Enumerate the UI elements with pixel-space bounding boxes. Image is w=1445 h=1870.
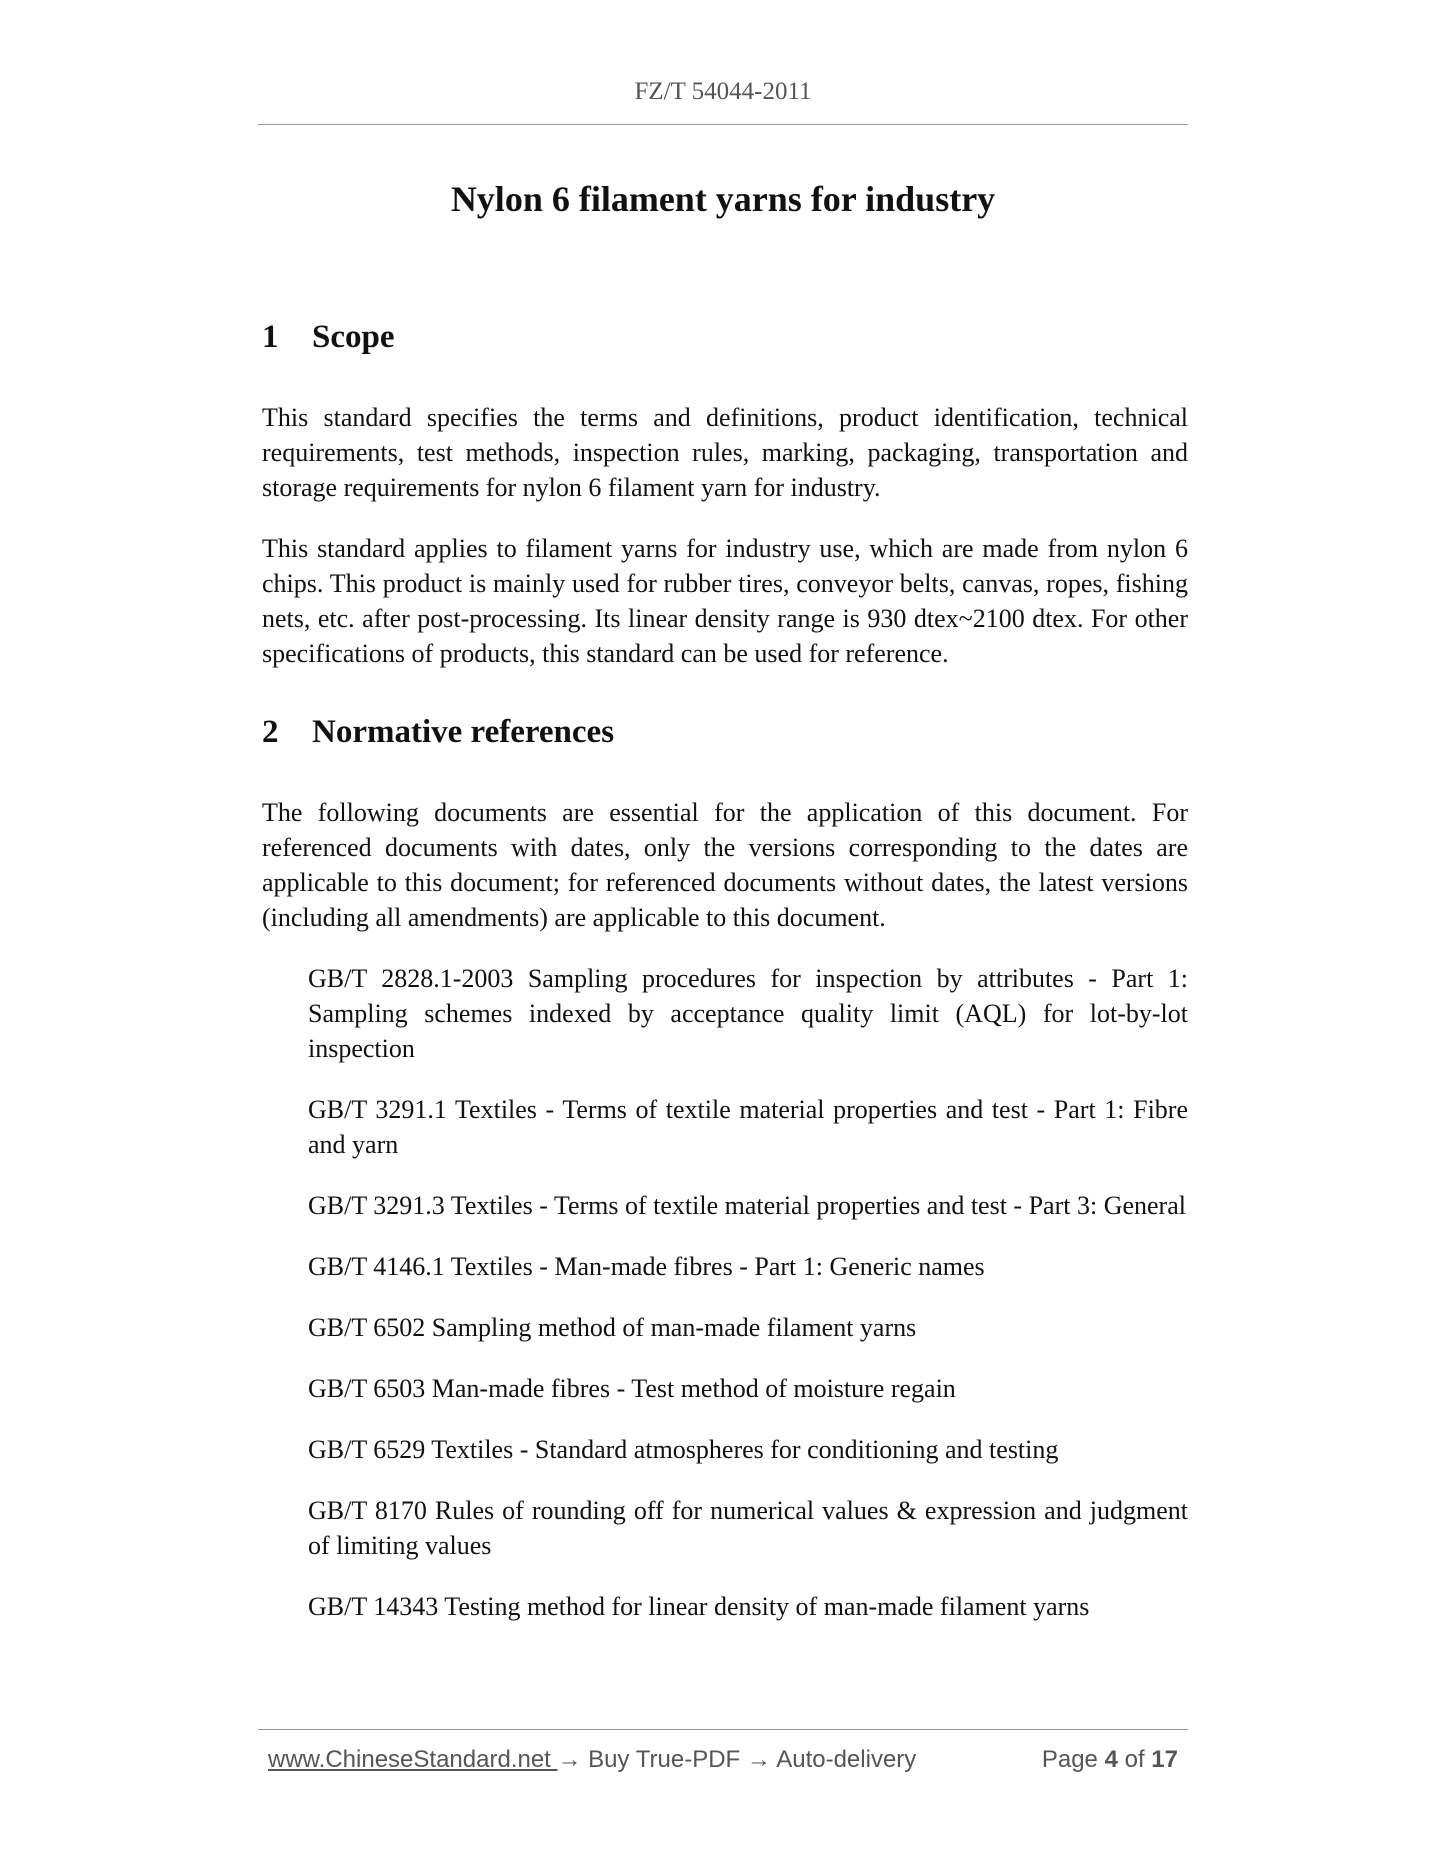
section-title: Scope <box>312 319 395 355</box>
footer-left <box>268 1746 916 1774</box>
page-indicator <box>1042 1746 1178 1774</box>
section-number: 2 <box>262 714 279 750</box>
section-number: 1 <box>262 319 279 355</box>
page-footer <box>268 1746 1178 1774</box>
reference-item: GB/T 8170 Rules of rounding off for numerical values & expression and judgment of limiting values <box>308 1496 1188 1560</box>
reference-item: GB/T 3291.1 Textiles - Terms of textile material properties and test - Part 1: Fibre and yarn <box>308 1095 1188 1159</box>
footer-tagline: → Buy True-PDF → Auto-delivery <box>557 1746 917 1773</box>
document-title: Nylon 6 filament yarns for industry <box>450 179 996 219</box>
document-body <box>262 312 1188 1650</box>
page-label: Page <box>1041 1746 1098 1773</box>
page-of: of <box>1124 1746 1145 1773</box>
scope-paragraph-1: This standard specifies the terms and definitions, product identification, technical requirements, test methods, inspection rules, marking, packaging, transportation and storage requirements for nylon 6 filament yarn for industry. <box>262 403 1188 502</box>
page-current: 4 <box>1104 1746 1118 1773</box>
reference-item: GB/T 6502 Sampling method of man-made filament yarns <box>308 1313 917 1342</box>
reference-item: GB/T 14343 Testing method for linear density of man-made filament yarns <box>308 1592 1090 1621</box>
page-total: 17 <box>1151 1746 1178 1773</box>
section-heading-normative-references <box>262 707 1188 757</box>
document-code-header: FZ/T 54044-2011 <box>634 78 812 105</box>
normative-references-intro: The following documents are essential for the application of this document. For referenced documents with dates, only the versions corresponding to the dates are applicable to this document; for referenced documents without dates, the latest versions (including all amendments) are applicable to this document. <box>262 798 1188 932</box>
reference-item: GB/T 6529 Textiles - Standard atmospheres for conditioning and testing <box>308 1435 1059 1464</box>
chinesestandard-link[interactable]: www.ChineseStandard.net <box>268 1746 558 1773</box>
reference-item: GB/T 6503 Man-made fibres - Test method of moisture regain <box>308 1374 956 1403</box>
header-divider <box>258 124 1188 125</box>
reference-item: GB/T 3291.3 Textiles - Terms of textile material properties and test - Part 3: General <box>308 1191 1186 1220</box>
scope-paragraph-2: This standard applies to filament yarns for industry use, which are made from nylon 6 chips. This product is mainly used for rubber tires, conveyor belts, canvas, ropes, fishing nets, etc. after post-processing. Its linear density range is 930 dtex~2100 dtex. For other specifications of products, this standard can be used for reference. <box>262 534 1188 668</box>
reference-item: GB/T 2828.1-2003 Sampling procedures for inspection by attributes - Part 1: Sampling schemes indexed by acceptance quality limit (AQL) for lot-by-lot inspection <box>308 964 1188 1063</box>
section-title: Normative references <box>312 714 615 750</box>
section-heading-scope <box>262 312 1188 362</box>
footer-divider <box>258 1729 1188 1730</box>
reference-item: GB/T 4146.1 Textiles - Man-made fibres - Part 1: Generic names <box>308 1252 985 1281</box>
